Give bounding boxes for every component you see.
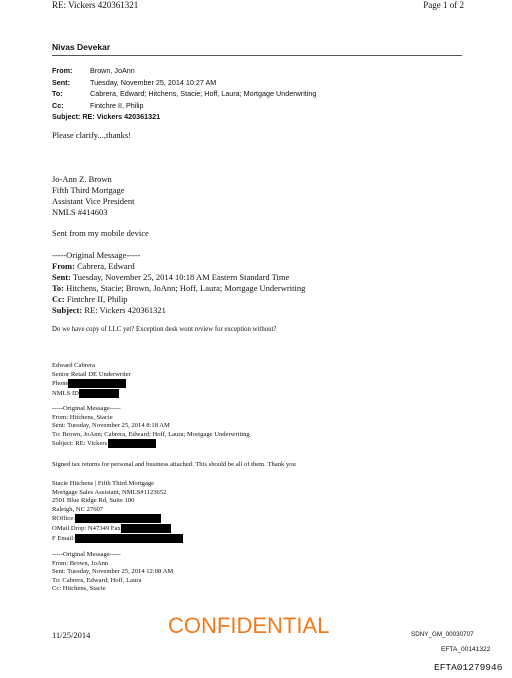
sdny-bates-number: SDNY_GM_00030707 (411, 631, 474, 638)
redaction-box (79, 389, 119, 398)
header-subject-row: Subject: RE: Vickers 420361321 (52, 112, 161, 121)
stacie-mail-row: OMail Drop: N47349 Fax (52, 524, 183, 534)
orig2-from: From: Hitchens, Stacie (52, 413, 113, 421)
stacie-line: Stacie Hitchens | Fifth Third Mortgage (52, 480, 155, 487)
orig1-body: Do we have copy of LLC yet? Exception desk wont review for exception without? (52, 326, 277, 333)
orig2-body: Signed tax returns for personal and business attached. This should be all of them. Thank you (52, 461, 296, 468)
signature-block (52, 174, 134, 218)
orig2-sent: Sent: Tuesday, November 25, 2014 8:18 AM (52, 422, 170, 430)
efta-small-number: EFTA_00141322 (441, 646, 491, 653)
redaction-box (75, 514, 161, 523)
orig3-to: To: Cabrera, Edward; Hoff, Laura (52, 576, 142, 584)
print-header-page: Page 1 of 2 (423, 0, 464, 10)
original-message-1 (52, 250, 305, 316)
orig1-from: From: Cabrera, Edward (52, 261, 135, 271)
header-sent-row: Sent: Tuesday, November 25, 2014 10:27 AM (52, 77, 217, 87)
orig1-sent: Sent: Tuesday, November 25, 2014 10:18 AM Eastern Standard Time (52, 272, 290, 282)
message-divider: -----Original Message----- (52, 250, 141, 260)
edward-phone-row: Phone (52, 379, 131, 389)
redaction-box (75, 534, 183, 543)
email-header-fields (52, 65, 316, 123)
sender-name: Nivas Devekar (52, 42, 111, 52)
edward-name: Edward Cabrera (52, 362, 96, 369)
body-line: Please clarify...,thanks! (52, 130, 131, 140)
redaction-box (121, 524, 171, 533)
orig1-subject: Subject: RE: Vickers 420361321 (52, 305, 166, 315)
edward-signature (52, 362, 131, 398)
message-divider: -----Original Message----- (52, 405, 121, 412)
print-header-subject: RE: Vickers 420361321 (52, 0, 139, 10)
confidential-stamp: CONFIDENTIAL (168, 613, 330, 638)
efta-bates-number: EFTA01279946 (434, 662, 503, 673)
orig3-cc: Cc: Hitchens, Stacie (52, 585, 106, 593)
header-cc-row: Cc: Fintchre II, Philip (52, 100, 144, 110)
original-message-2 (52, 405, 250, 449)
edward-nmls-row: NMLS ID (52, 389, 131, 399)
orig3-sent: Sent: Tuesday, November 25, 2014 12:08 AM (52, 568, 174, 576)
orig2-to: To: Brown, JoAnn; Cabrera, Edward; Hoff, Laura; Mortgage Underwriting (52, 430, 250, 438)
signature-line: Assistant Vice President (52, 196, 135, 206)
stacie-line: Raleigh, NC 27607 (52, 505, 104, 513)
original-message-3 (52, 551, 173, 594)
stacie-email-row: F Email: (52, 534, 183, 544)
redaction-box (68, 379, 126, 388)
redaction-box (108, 439, 156, 448)
orig2-subject-row: Subject: RE: Vickers (52, 439, 250, 449)
orig1-to: To: Hitchens, Stacie; Brown, JoAnn; Hoff, Laura; Mortgage Underwriting (52, 283, 306, 293)
message-divider: -----Original Message----- (52, 551, 121, 558)
stacie-signature (52, 480, 183, 543)
edward-title: Senior Retail DE Underwriter (52, 370, 131, 378)
stacie-line: 2501 Blue Ridge Rd, Suite 100 (52, 497, 135, 505)
stacie-office-row: ROffice: (52, 514, 183, 524)
mobile-note: Sent from my mobile device (52, 228, 149, 238)
header-to-row: To: Cabrera, Edward; Hitchens, Stacie; Hoff, Laura; Mortgage Underwriting (52, 89, 317, 98)
signature-line: Fifth Third Mortgage (52, 185, 125, 195)
signature-line: NMLS #414603 (52, 207, 108, 217)
orig3-from: From: Brown, JoAnn (52, 559, 109, 567)
header-rule (52, 55, 462, 56)
orig1-cc: Cc: Fintchre II, Philip (52, 294, 128, 304)
header-from-row: From: Brown, JoAnn (52, 66, 135, 75)
signature-line: Jo-Ann Z. Brown (52, 174, 112, 184)
stacie-line: Mortgage Sales Assistant, NMLS#1123652 (52, 488, 167, 496)
footer-date: 11/25/2014 (52, 630, 91, 640)
